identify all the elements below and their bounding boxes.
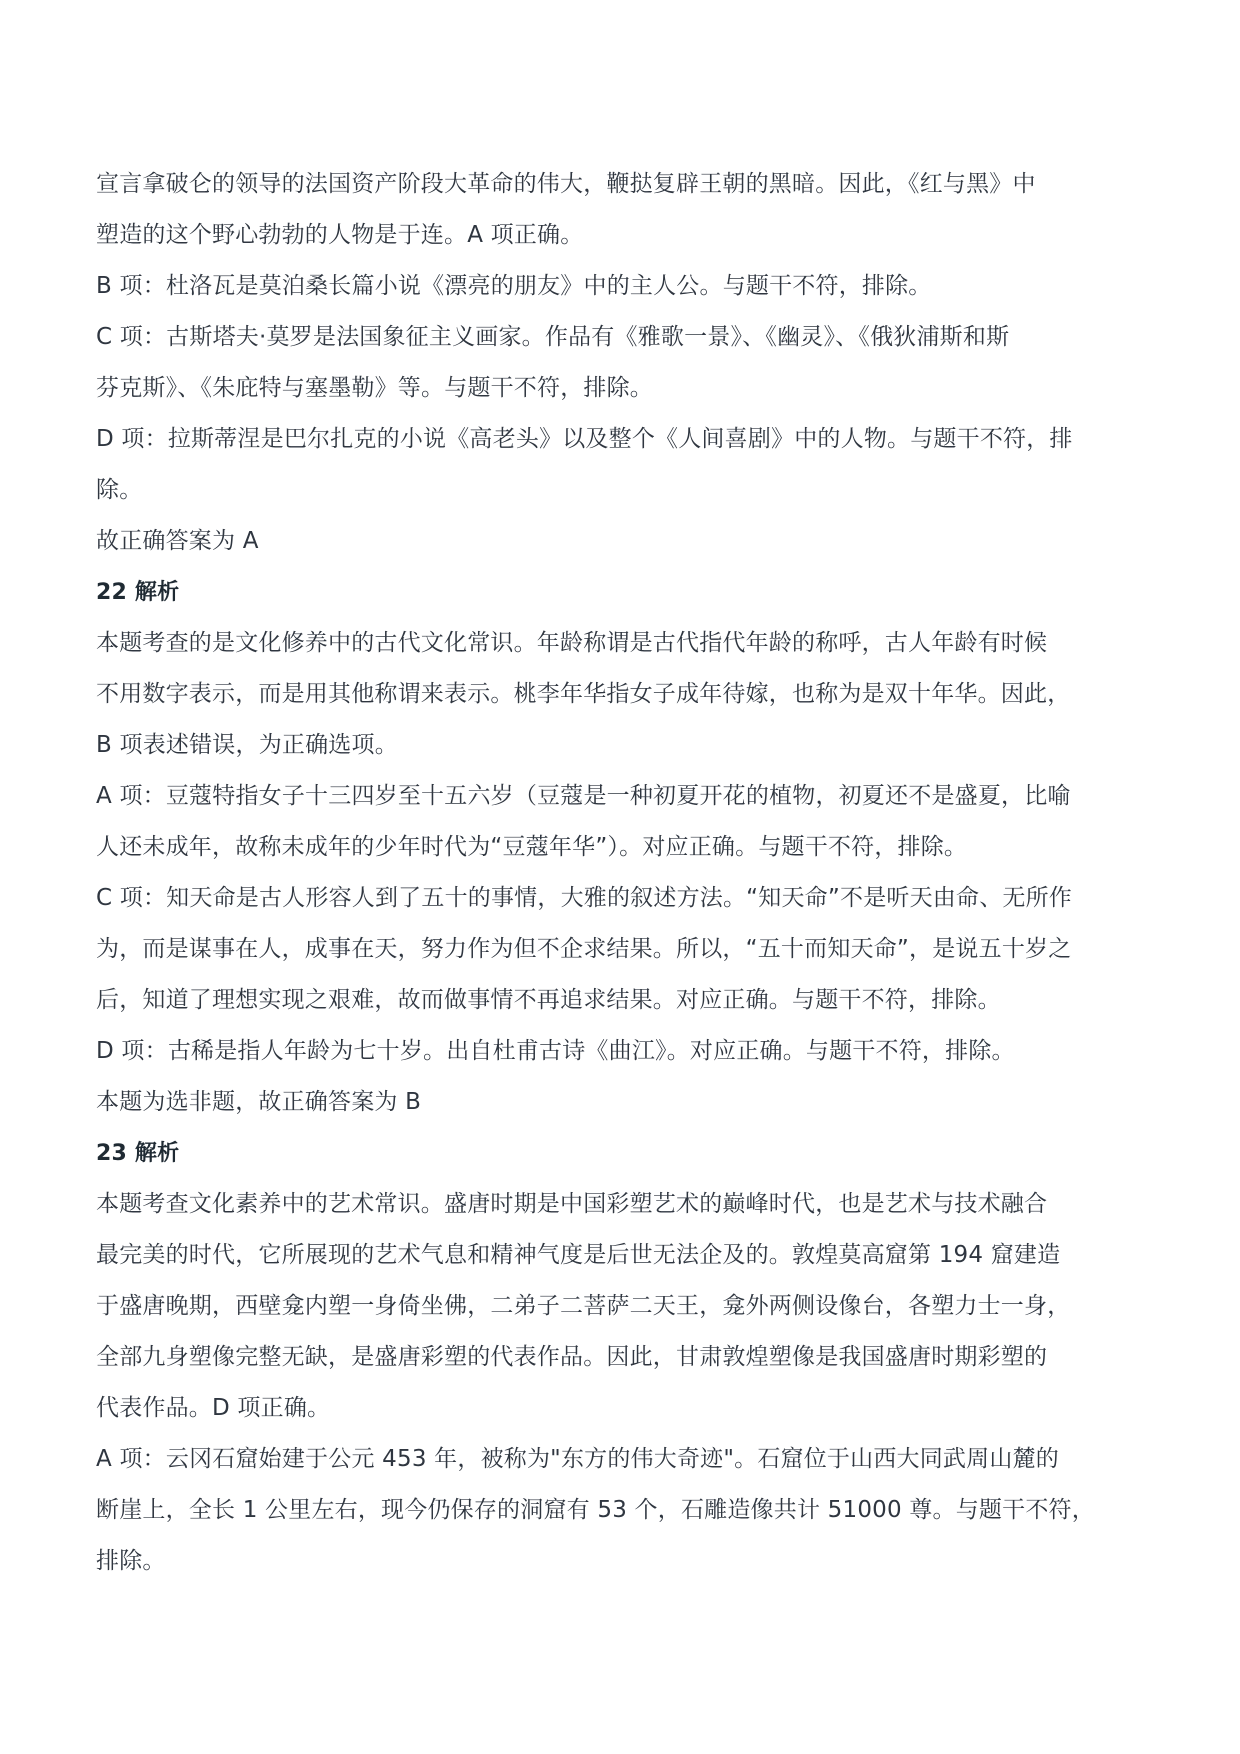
paragraph-line: 最完美的时代，它所展现的艺术气息和精神气度是后世无法企及的。敦煌莫高窟第 194 窟建造 <box>96 1242 1061 1268</box>
paragraph-line: 于盛唐晚期，西壁龛内塑一身倚坐佛，二弟子二菩萨二天王，龛外两侧设像台，各塑力士一身， <box>96 1293 1071 1319</box>
paragraph-line: A 项：云冈石窟始建于公元 453 年，被称为"东方的伟大奇迹"。石窟位于山西大同武周山麓的 <box>96 1446 1059 1472</box>
paragraph-line: 人还未成年，故称未成年的少年时代为“豆蔻年华”）。对应正确。与题干不符，排除。 <box>96 834 968 860</box>
paragraph-line: D 项：古稀是指人年龄为七十岁。出自杜甫古诗《曲江》。对应正确。与题干不符，排除。 <box>96 1038 1015 1064</box>
section-23 <box>96 1128 1156 1587</box>
paragraph-line: 芬克斯》、《朱庇特与塞墨勒》等。与题干不符，排除。 <box>96 375 653 401</box>
section-22 <box>96 567 1156 1128</box>
document-page <box>96 159 1156 1587</box>
paragraph-line: 为，而是谋事在人，成事在天，努力作为但不企求结果。所以，“五十而知天命”，是说五十岁之 <box>96 936 1072 962</box>
section-21-tail <box>96 159 1156 567</box>
paragraph-line: 本题考查文化素养中的艺术常识。盛唐时期是中国彩塑艺术的巅峰时代，也是艺术与技术融合 <box>96 1191 1048 1217</box>
paragraph-line: 除。 <box>96 477 143 503</box>
paragraph-line: 断崖上，全长 1 公里左右，现今仍保存的洞窟有 53 个，石雕造像共计 51000 尊。与题干不符， <box>96 1497 1095 1523</box>
section-heading: 23 解析 <box>96 1141 180 1166</box>
paragraph-line: 塑造的这个野心勃勃的人物是于连。A 项正确。 <box>96 222 584 248</box>
section-heading: 22 解析 <box>96 580 180 605</box>
paragraph-line: A 项：豆蔻特指女子十三四岁至十五六岁（豆蔻是一种初夏开花的植物，初夏还不是盛夏，比喻 <box>96 783 1071 809</box>
paragraph-line: D 项：拉斯蒂涅是巴尔扎克的小说《高老头》以及整个《人间喜剧》中的人物。与题干不符，排 <box>96 426 1073 452</box>
paragraph-line: C 项：古斯塔夫·莫罗是法国象征主义画家。作品有《雅歌一景》、《幽灵》、《俄狄浦斯和斯 <box>96 324 1010 350</box>
paragraph-line: 全部九身塑像完整无缺，是盛唐彩塑的代表作品。因此，甘肃敦煌塑像是我国盛唐时期彩塑的 <box>96 1344 1048 1370</box>
paragraph-line: C 项：知天命是古人形容人到了五十的事情，大雅的叙述方法。“知天命”不是听天由命、无所作 <box>96 885 1073 911</box>
paragraph-line: 代表作品。D 项正确。 <box>96 1395 331 1421</box>
answer-line: 本题为选非题，故正确答案为 B <box>96 1089 422 1115</box>
paragraph-line: 后，知道了理想实现之艰难，故而做事情不再追求结果。对应正确。与题干不符，排除。 <box>96 987 1001 1013</box>
paragraph-line: B 项：杜洛瓦是莫泊桑长篇小说《漂亮的朋友》中的主人公。与题干不符，排除。 <box>96 273 932 299</box>
paragraph-line: 本题考查的是文化修养中的古代文化常识。年龄称谓是古代指代年龄的称呼，古人年龄有时候 <box>96 630 1048 656</box>
paragraph-line: 排除。 <box>96 1548 166 1574</box>
paragraph-line: 宣言拿破仑的领导的法国资产阶段大革命的伟大，鞭挞复辟王朝的黑暗。因此，《红与黑》中 <box>96 171 1036 197</box>
paragraph-line: 不用数字表示，而是用其他称谓来表示。桃李年华指女子成年待嫁，也称为是双十年华。因此， <box>96 681 1071 707</box>
answer-line: 故正确答案为 A <box>96 528 259 554</box>
paragraph-line: B 项表述错误，为正确选项。 <box>96 732 398 758</box>
